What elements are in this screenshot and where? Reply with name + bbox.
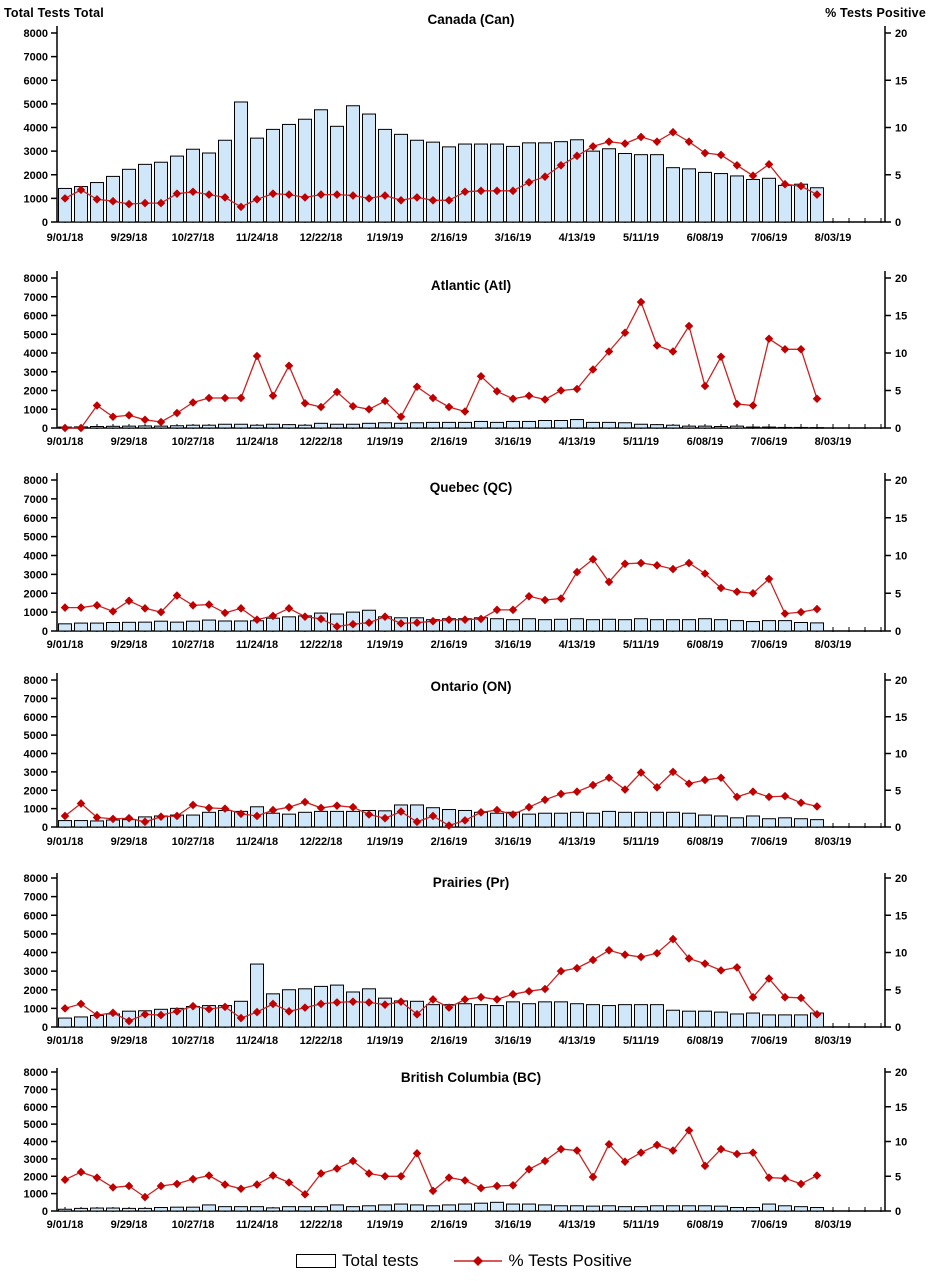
svg-text:5000: 5000 (23, 531, 48, 544)
svg-text:12/22/18: 12/22/18 (299, 232, 343, 244)
legend-total-tests-label: Total tests (341, 1250, 419, 1270)
svg-text:8/03/19: 8/03/19 (814, 1035, 852, 1047)
svg-text:1000: 1000 (23, 1188, 48, 1201)
svg-text:8000: 8000 (23, 28, 48, 40)
percent-positive-line (61, 298, 822, 433)
svg-text:1000: 1000 (23, 1003, 48, 1016)
svg-text:1000: 1000 (23, 193, 48, 206)
svg-text:4/13/19: 4/13/19 (558, 639, 596, 651)
svg-text:15: 15 (895, 75, 908, 88)
svg-text:7000: 7000 (23, 51, 48, 64)
svg-text:0: 0 (895, 822, 902, 834)
svg-text:6000: 6000 (23, 1101, 48, 1114)
total-tests-bars (59, 420, 824, 429)
svg-text:5000: 5000 (23, 98, 48, 111)
svg-text:15: 15 (895, 711, 908, 724)
svg-text:3/16/19: 3/16/19 (494, 1035, 532, 1047)
svg-text:0: 0 (895, 217, 902, 229)
svg-text:5: 5 (895, 385, 902, 398)
chart-title: Quebec (QC) (429, 480, 513, 495)
chart-atlantic (0, 255, 928, 462)
svg-text:0: 0 (41, 1022, 48, 1034)
svg-text:7000: 7000 (23, 693, 48, 706)
svg-text:7/06/19: 7/06/19 (750, 436, 788, 448)
svg-text:15: 15 (895, 512, 908, 525)
svg-text:8000: 8000 (23, 675, 48, 687)
chart-prairies (0, 873, 928, 1068)
total-tests-swatch-icon (296, 1254, 336, 1268)
svg-text:10/27/18: 10/27/18 (171, 436, 215, 448)
svg-text:10/27/18: 10/27/18 (171, 836, 215, 848)
chart-svg-3 (0, 668, 928, 873)
svg-text:10/27/18: 10/27/18 (171, 1035, 215, 1047)
svg-text:0: 0 (41, 423, 48, 435)
svg-text:1/19/19: 1/19/19 (366, 836, 404, 848)
svg-text:4000: 4000 (23, 348, 48, 360)
svg-text:0: 0 (895, 423, 902, 435)
svg-text:6000: 6000 (23, 310, 48, 323)
svg-text:3/16/19: 3/16/19 (494, 436, 532, 448)
svg-text:8000: 8000 (23, 1068, 48, 1079)
svg-text:12/22/18: 12/22/18 (299, 836, 343, 848)
svg-text:2000: 2000 (23, 588, 48, 601)
svg-text:2000: 2000 (23, 385, 48, 398)
svg-text:10/27/18: 10/27/18 (171, 232, 215, 244)
chart-title: Atlantic (Atl) (430, 278, 512, 293)
svg-text:2/16/19: 2/16/19 (430, 232, 468, 244)
svg-text:6000: 6000 (23, 75, 48, 88)
svg-text:6000: 6000 (23, 910, 48, 923)
svg-text:6/08/19: 6/08/19 (686, 436, 724, 448)
svg-text:10: 10 (895, 748, 908, 761)
total-tests-bars (59, 1202, 824, 1211)
svg-text:2/16/19: 2/16/19 (430, 1035, 468, 1047)
svg-text:9/29/18: 9/29/18 (110, 639, 148, 651)
svg-text:4/13/19: 4/13/19 (558, 436, 596, 448)
svg-text:8000: 8000 (23, 475, 48, 487)
svg-text:1000: 1000 (23, 803, 48, 816)
svg-text:5/11/19: 5/11/19 (622, 836, 660, 848)
svg-text:9/29/18: 9/29/18 (110, 836, 148, 848)
svg-text:0: 0 (895, 1022, 902, 1034)
svg-text:3000: 3000 (23, 1153, 48, 1166)
svg-text:11/24/18: 11/24/18 (235, 1219, 279, 1231)
legend-pct-positive-label: % Tests Positive (508, 1250, 632, 1270)
svg-text:11/24/18: 11/24/18 (235, 639, 279, 651)
svg-text:2000: 2000 (23, 1171, 48, 1184)
svg-text:5: 5 (895, 1171, 902, 1184)
svg-text:7000: 7000 (23, 291, 48, 304)
svg-text:3/16/19: 3/16/19 (494, 836, 532, 848)
svg-text:1/19/19: 1/19/19 (366, 1219, 404, 1231)
svg-text:9/29/18: 9/29/18 (110, 436, 148, 448)
svg-text:0: 0 (41, 217, 48, 229)
svg-text:2/16/19: 2/16/19 (430, 836, 468, 848)
legend-item-total-tests (296, 1251, 419, 1271)
svg-text:4000: 4000 (23, 122, 48, 135)
svg-text:10/27/18: 10/27/18 (171, 1219, 215, 1231)
chart-svg-1 (0, 255, 928, 462)
pct-positive-line-icon (453, 1254, 503, 1268)
svg-text:7/06/19: 7/06/19 (750, 639, 788, 651)
svg-text:6/08/19: 6/08/19 (686, 232, 724, 244)
svg-text:10: 10 (895, 348, 908, 360)
svg-text:5: 5 (895, 984, 902, 997)
svg-text:9/01/18: 9/01/18 (46, 836, 84, 848)
svg-text:2000: 2000 (23, 984, 48, 997)
svg-text:6/08/19: 6/08/19 (686, 1035, 724, 1047)
svg-text:2000: 2000 (23, 169, 48, 182)
svg-text:4000: 4000 (23, 550, 48, 563)
svg-text:7/06/19: 7/06/19 (750, 1219, 788, 1231)
total-tests-bars (59, 964, 824, 1027)
svg-text:9/01/18: 9/01/18 (46, 639, 84, 651)
percent-positive-line (61, 1126, 822, 1201)
svg-text:9/01/18: 9/01/18 (46, 436, 84, 448)
total-tests-bars (59, 102, 824, 222)
svg-text:4/13/19: 4/13/19 (558, 1035, 596, 1047)
svg-text:0: 0 (41, 822, 48, 834)
svg-text:4000: 4000 (23, 748, 48, 761)
chart-title: British Columbia (BC) (400, 1070, 542, 1085)
svg-text:1/19/19: 1/19/19 (366, 232, 404, 244)
svg-text:20: 20 (895, 873, 908, 885)
chart-canada (0, 0, 928, 255)
svg-text:3/16/19: 3/16/19 (494, 232, 532, 244)
svg-text:7000: 7000 (23, 493, 48, 506)
svg-text:7000: 7000 (23, 891, 48, 904)
svg-text:5000: 5000 (23, 928, 48, 941)
svg-text:9/29/18: 9/29/18 (110, 1035, 148, 1047)
svg-text:4/13/19: 4/13/19 (558, 836, 596, 848)
svg-text:8/03/19: 8/03/19 (814, 436, 852, 448)
svg-text:0: 0 (895, 1206, 902, 1218)
svg-text:5/11/19: 5/11/19 (622, 639, 660, 651)
svg-text:3/16/19: 3/16/19 (494, 1219, 532, 1231)
svg-text:3/16/19: 3/16/19 (494, 639, 532, 651)
svg-text:9/01/18: 9/01/18 (46, 1219, 84, 1231)
svg-text:10/27/18: 10/27/18 (171, 639, 215, 651)
svg-text:12/22/18: 12/22/18 (299, 1035, 343, 1047)
svg-text:6/08/19: 6/08/19 (686, 836, 724, 848)
svg-text:1/19/19: 1/19/19 (366, 1035, 404, 1047)
svg-text:6/08/19: 6/08/19 (686, 639, 724, 651)
svg-text:3000: 3000 (23, 966, 48, 979)
svg-text:10: 10 (895, 1136, 908, 1149)
svg-text:7/06/19: 7/06/19 (750, 836, 788, 848)
svg-text:2/16/19: 2/16/19 (430, 639, 468, 651)
svg-text:0: 0 (41, 626, 48, 638)
svg-text:5000: 5000 (23, 730, 48, 743)
svg-text:5/11/19: 5/11/19 (622, 1035, 660, 1047)
svg-text:5: 5 (895, 785, 902, 798)
chart-title: Ontario (ON) (430, 679, 512, 694)
svg-text:1000: 1000 (23, 404, 48, 417)
legend-item-pct-positive (453, 1251, 632, 1271)
svg-text:5/11/19: 5/11/19 (622, 1219, 660, 1231)
svg-text:8000: 8000 (23, 273, 48, 285)
svg-text:9/01/18: 9/01/18 (46, 1035, 84, 1047)
svg-text:1/19/19: 1/19/19 (366, 436, 404, 448)
svg-text:8000: 8000 (23, 873, 48, 885)
chart-ontario (0, 668, 928, 873)
svg-text:8/03/19: 8/03/19 (814, 836, 852, 848)
left-axis-title: Total Tests Total (4, 6, 104, 20)
svg-text:3000: 3000 (23, 146, 48, 159)
svg-text:4/13/19: 4/13/19 (558, 232, 596, 244)
svg-text:11/24/18: 11/24/18 (235, 232, 279, 244)
svg-text:2000: 2000 (23, 785, 48, 798)
svg-text:9/29/18: 9/29/18 (110, 1219, 148, 1231)
svg-text:4000: 4000 (23, 947, 48, 960)
svg-text:5/11/19: 5/11/19 (622, 436, 660, 448)
chart-quebec (0, 462, 928, 668)
svg-text:8/03/19: 8/03/19 (814, 1219, 852, 1231)
svg-text:6/08/19: 6/08/19 (686, 1219, 724, 1231)
svg-text:5/11/19: 5/11/19 (622, 232, 660, 244)
chart-svg-0 (0, 0, 928, 255)
svg-text:12/22/18: 12/22/18 (299, 1219, 343, 1231)
svg-text:8/03/19: 8/03/19 (814, 639, 852, 651)
svg-text:20: 20 (895, 475, 908, 487)
svg-text:7/06/19: 7/06/19 (750, 232, 788, 244)
svg-text:4000: 4000 (23, 1136, 48, 1149)
svg-text:7000: 7000 (23, 1084, 48, 1097)
svg-text:15: 15 (895, 910, 908, 923)
svg-text:12/22/18: 12/22/18 (299, 436, 343, 448)
svg-text:3000: 3000 (23, 366, 48, 379)
chart-title: Prairies (Pr) (432, 875, 510, 890)
svg-text:5: 5 (895, 169, 902, 182)
svg-text:12/22/18: 12/22/18 (299, 639, 343, 651)
svg-text:15: 15 (895, 1101, 908, 1114)
svg-text:11/24/18: 11/24/18 (235, 436, 279, 448)
svg-text:2/16/19: 2/16/19 (430, 1219, 468, 1231)
svg-text:9/29/18: 9/29/18 (110, 232, 148, 244)
svg-text:11/24/18: 11/24/18 (235, 1035, 279, 1047)
svg-text:10: 10 (895, 550, 908, 563)
svg-text:1000: 1000 (23, 607, 48, 620)
right-axis-title: % Tests Positive (825, 6, 926, 20)
svg-text:10: 10 (895, 122, 908, 135)
svg-text:20: 20 (895, 675, 908, 687)
svg-text:8/03/19: 8/03/19 (814, 232, 852, 244)
chart-title: Canada (Can) (427, 12, 515, 27)
svg-text:7/06/19: 7/06/19 (750, 1035, 788, 1047)
svg-text:6000: 6000 (23, 711, 48, 724)
svg-text:15: 15 (895, 310, 908, 323)
svg-text:20: 20 (895, 273, 908, 285)
svg-text:20: 20 (895, 28, 908, 40)
chart-svg-4 (0, 873, 928, 1068)
svg-text:20: 20 (895, 1068, 908, 1079)
svg-text:10: 10 (895, 947, 908, 960)
svg-text:0: 0 (895, 626, 902, 638)
svg-text:1/19/19: 1/19/19 (366, 639, 404, 651)
svg-text:3000: 3000 (23, 569, 48, 582)
chart-svg-2 (0, 462, 928, 668)
svg-text:11/24/18: 11/24/18 (235, 836, 279, 848)
svg-text:6000: 6000 (23, 512, 48, 525)
legend (0, 1240, 928, 1281)
svg-text:3000: 3000 (23, 766, 48, 779)
svg-text:2/16/19: 2/16/19 (430, 436, 468, 448)
chart-british-columbia (0, 1068, 928, 1240)
svg-text:5000: 5000 (23, 1119, 48, 1132)
svg-text:0: 0 (41, 1206, 48, 1218)
svg-text:5000: 5000 (23, 329, 48, 342)
svg-text:5: 5 (895, 588, 902, 601)
chart-svg-5 (0, 1068, 928, 1240)
svg-text:4/13/19: 4/13/19 (558, 1219, 596, 1231)
svg-text:9/01/18: 9/01/18 (46, 232, 84, 244)
